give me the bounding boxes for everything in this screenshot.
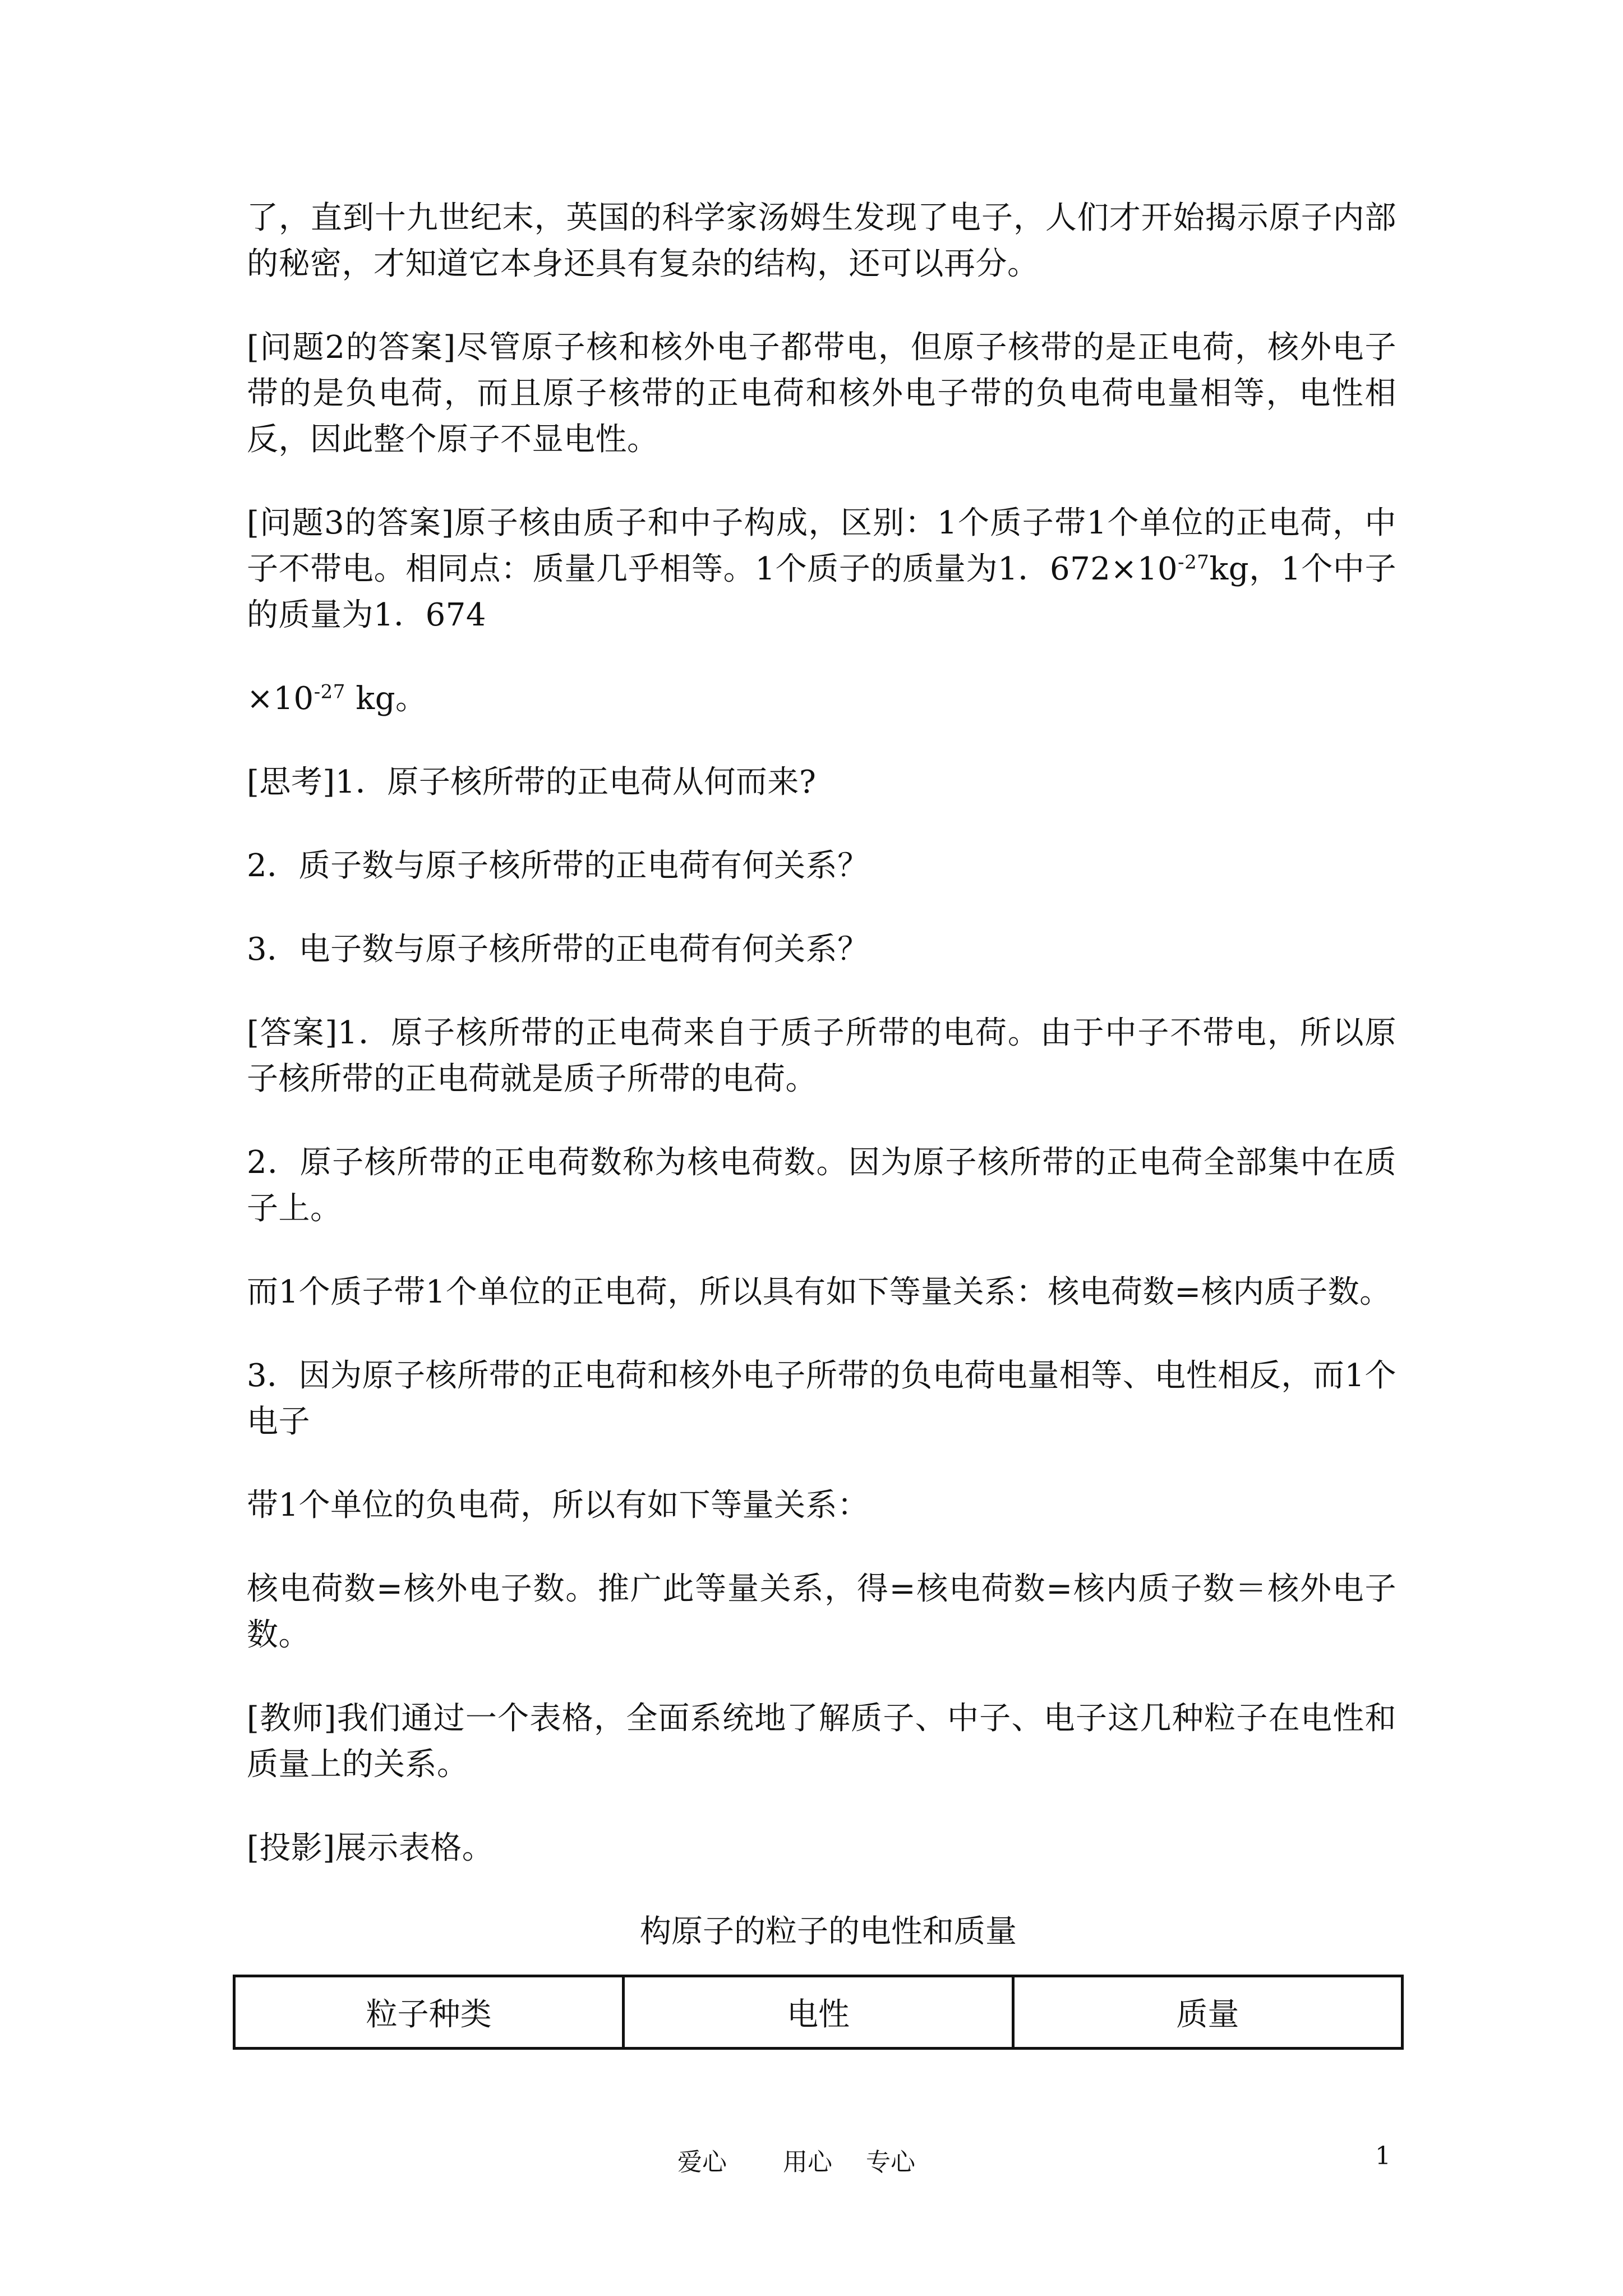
paragraph-think-3: 3．电子数与原子核所带的正电荷有何关系？ bbox=[247, 931, 869, 968]
paragraph-answer-think-3: 3．因为原子核所带的正电荷和核外电子所带的负电荷电量相等、电性相反，而1个电子 bbox=[247, 1358, 1396, 1440]
answer-3-text-cont: kg，1个中子的质量为1．674 bbox=[247, 551, 1396, 633]
table-header-cell: 粒子种类 bbox=[234, 1976, 624, 2049]
table-header-cell: 质量 bbox=[1013, 1976, 1402, 2049]
paragraph-proton-relation: 而1个质子带1个单位的正电荷，所以具有如下等量关系：核电荷数=核内质子数。 bbox=[247, 1274, 1391, 1310]
particle-table bbox=[233, 1975, 1404, 2050]
answer-3-text: [问题3的答案]原子核由质子和中子构成，区别：1个质子带1个单位的正电荷，中子不带电。相同点：质量几乎相等。1个质子的质量为1．672×10 bbox=[247, 505, 1396, 587]
paragraph-think-1: [思考]1．原子核所带的正电荷从何而来? bbox=[247, 764, 817, 800]
paragraph-electron-discovery: 了，直到十九世纪末，英国的科学家汤姆生发现了电子，人们才开始揭示原子内部的秘密，才知道它本身还具有复杂的结构，还可以再分。 bbox=[247, 200, 1396, 282]
table-caption: 构原子的粒子的电性和质量 bbox=[640, 1913, 1017, 1950]
paragraph-electron-charge: 带1个单位的负电荷，所以有如下等量关系： bbox=[247, 1487, 869, 1524]
mass-prefix: ×10 bbox=[247, 680, 314, 717]
table-header-row bbox=[234, 1976, 1403, 2049]
paragraph-answer-think-2: 2．原子核所带的正电荷数称为核电荷数。因为原子核所带的正电荷全部集中在质子上。 bbox=[247, 1144, 1396, 1227]
paragraph-equality: 核电荷数=核外电子数。推广此等量关系，得=核电荷数=核内质子数＝核外电子数。 bbox=[247, 1571, 1396, 1653]
paragraph-projection: [投影]展示表格。 bbox=[247, 1830, 494, 1866]
paragraph-teacher: [教师]我们通过一个表格，全面系统地了解质子、中子、电子这几种粒子在电性和质量上的关系。 bbox=[247, 1700, 1396, 1783]
mass-unit: kg。 bbox=[345, 680, 427, 717]
footer-item: 专心 bbox=[866, 2148, 915, 2177]
footer-item: 用心 bbox=[783, 2148, 832, 2177]
paragraph-answer-think-1: [答案]1．原子核所带的正电荷来自于质子所带的电荷。由于中子不带电，所以原子核所带的正电荷就是质子所带的电荷。 bbox=[247, 1015, 1396, 1097]
document-body bbox=[247, 195, 1396, 1985]
paragraph-think-2: 2．质子数与原子核所带的正电荷有何关系？ bbox=[247, 848, 869, 884]
exponent: -27 bbox=[313, 680, 345, 703]
paragraph-neutron-mass bbox=[247, 676, 1396, 722]
footer-slogan bbox=[677, 2142, 915, 2178]
table-header-cell: 电性 bbox=[624, 1976, 1013, 2049]
paragraph-answer-3 bbox=[247, 500, 1396, 638]
paragraph-answer-2: [问题2的答案]尽管原子核和核外电子都带电，但原子核带的是正电荷，核外电子带的是负电荷，而且原子核带的正电荷和核外电子带的负电荷电量相等，电性相反，因此整个原子不显电性。 bbox=[247, 329, 1396, 458]
footer-item: 爱心 bbox=[677, 2148, 727, 2177]
page-number: 1 bbox=[1375, 2142, 1391, 2170]
exponent: -27 bbox=[1178, 551, 1210, 574]
